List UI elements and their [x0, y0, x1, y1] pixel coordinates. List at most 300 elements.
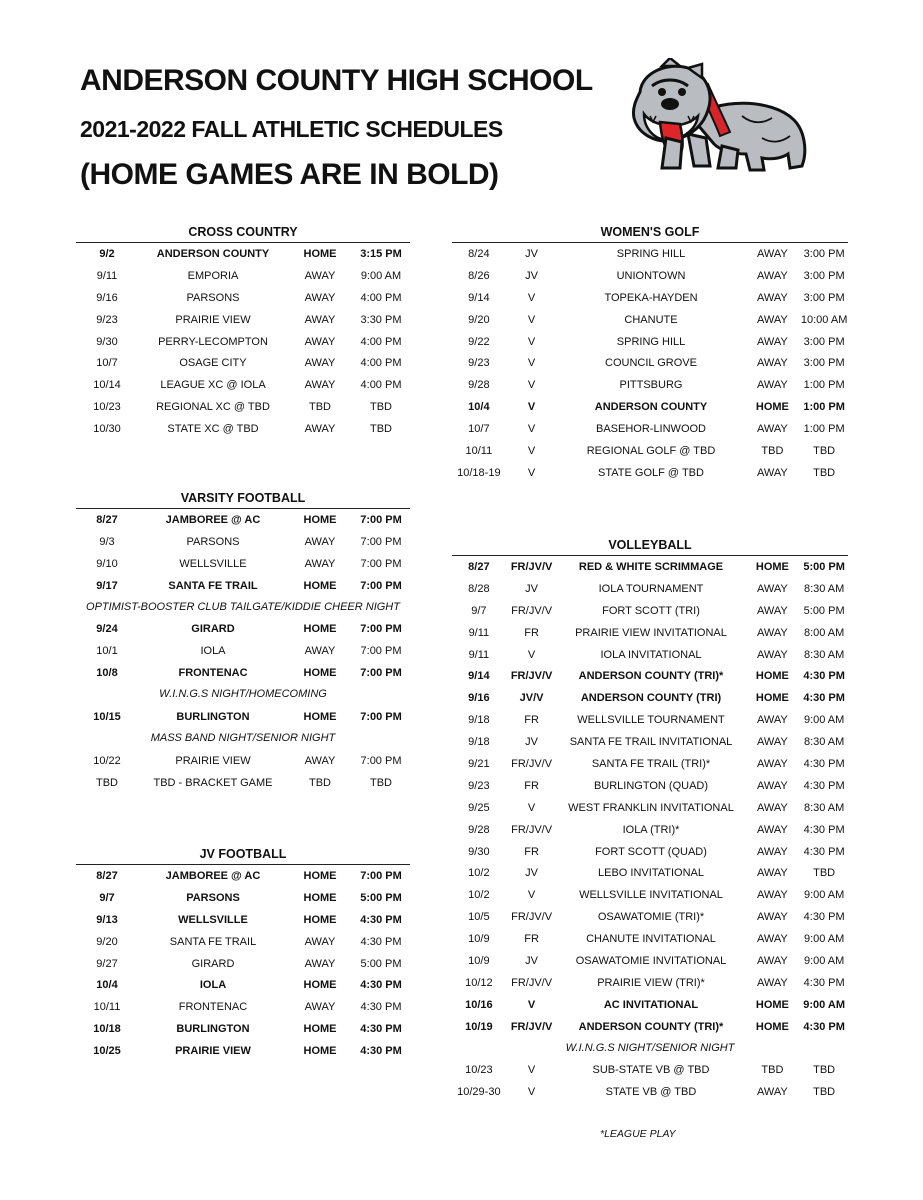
time-cell: 7:00 PM — [360, 667, 402, 680]
location-cell: AWAY — [757, 1086, 788, 1099]
time-cell: 9:00 AM — [360, 269, 402, 282]
time-cell: 9:00 AM — [803, 889, 845, 902]
event-cell: REGIONAL GOLF @ TBD — [586, 444, 716, 457]
location-cell: AWAY — [757, 291, 788, 304]
event-cell: AC INVITATIONAL — [603, 998, 699, 1011]
schedule-row — [76, 887, 410, 909]
schedule-row — [452, 753, 848, 775]
location-cell: AWAY — [757, 757, 788, 770]
event-cell: PRAIRIE VIEW (TRI)* — [597, 976, 705, 989]
date-cell: 9/14 — [468, 291, 490, 304]
location-cell: AWAY — [757, 933, 788, 946]
opponent-cell: WELLSVILLE — [179, 557, 247, 570]
time-cell: 4:30 PM — [360, 1001, 402, 1014]
schedule-row — [76, 309, 410, 331]
opponent-cell: BURLINGTON — [176, 1023, 250, 1036]
time-cell: 3:00 PM — [803, 247, 845, 260]
time-cell: TBD — [813, 1086, 836, 1099]
time-cell: 1:00 PM — [803, 401, 845, 414]
location-cell: HOME — [303, 1023, 337, 1036]
time-cell: 4:30 PM — [803, 911, 845, 924]
location-cell: AWAY — [757, 823, 788, 836]
level-cell: V — [527, 401, 536, 414]
location-cell: HOME — [303, 513, 337, 526]
location-cell: AWAY — [757, 626, 788, 639]
opponent-cell: WELLSVILLE — [178, 913, 248, 926]
varsity-football-section — [76, 490, 410, 794]
opponent-cell: PERRY-LECOMPTON — [158, 335, 268, 348]
event-cell: PRAIRIE VIEW INVITATIONAL — [575, 626, 727, 639]
opponent-cell: IOLA — [199, 979, 227, 992]
level-cell: JV — [525, 954, 539, 967]
level-cell: V — [527, 423, 536, 436]
location-cell: AWAY — [757, 466, 788, 479]
time-cell: 8:30 AM — [803, 801, 845, 814]
event-cell: ANDERSON COUNTY — [594, 401, 708, 414]
location-cell: AWAY — [304, 291, 336, 304]
date-cell: 10/2 — [468, 867, 490, 880]
schedule-row — [452, 731, 848, 753]
time-cell: 4:30 PM — [803, 845, 845, 858]
date-cell: 10/15 — [93, 710, 121, 723]
level-cell: JV — [525, 867, 539, 880]
date-cell: 9/3 — [99, 535, 115, 548]
location-cell: AWAY — [304, 557, 336, 570]
level-cell: V — [527, 313, 536, 326]
schedule-row — [452, 994, 848, 1016]
opponent-cell: STATE XC @ TBD — [167, 423, 259, 436]
date-cell: 10/9 — [468, 954, 490, 967]
time-cell: 4:30 PM — [360, 1023, 402, 1036]
location-cell: AWAY — [304, 379, 336, 392]
level-cell: JV — [525, 269, 539, 282]
date-cell: 9/28 — [468, 379, 490, 392]
date-cell: 10/23 — [465, 1064, 493, 1077]
schedule-row — [76, 974, 410, 996]
date-cell: 8/26 — [468, 269, 490, 282]
date-cell: 10/7 — [468, 423, 490, 436]
time-cell: 4:00 PM — [360, 335, 402, 348]
level-cell: FR/JV/V — [511, 604, 553, 617]
level-cell: FR — [524, 714, 539, 727]
time-cell: 5:00 PM — [360, 891, 402, 904]
time-cell: 3:15 PM — [360, 247, 402, 260]
opponent-cell: GIRARD — [191, 957, 235, 970]
date-cell: 10/23 — [93, 401, 121, 414]
date-cell: 9/30 — [468, 845, 490, 858]
schedule-row — [452, 418, 848, 440]
schedule-row — [76, 265, 410, 287]
date-cell: 9/16 — [468, 692, 490, 705]
time-cell: TBD — [813, 867, 836, 880]
location-cell: HOME — [303, 579, 337, 592]
schedule-row — [76, 531, 410, 553]
time-cell: 4:30 PM — [360, 935, 402, 948]
level-cell: FR/JV/V — [510, 1020, 553, 1033]
time-cell: 4:30 PM — [803, 1020, 845, 1033]
date-cell: 9/11 — [96, 269, 118, 282]
event-cell: ANDERSON COUNTY (TRI) — [580, 692, 722, 705]
schedule-row — [452, 374, 848, 396]
date-cell: 10/18 — [93, 1023, 121, 1036]
time-cell: 7:00 PM — [360, 869, 402, 882]
league-play-footnote: *LEAGUE PLAY — [600, 1128, 676, 1140]
level-cell: V — [527, 466, 536, 479]
schedule-row — [452, 644, 848, 666]
level-cell: FR/JV/V — [510, 560, 553, 573]
date-cell: 10/8 — [96, 667, 118, 680]
date-cell: 9/7 — [471, 604, 487, 617]
schedule-row — [76, 706, 410, 728]
schedule-row — [452, 309, 848, 331]
time-cell: 3:00 PM — [803, 335, 845, 348]
time-cell: 8:30 AM — [803, 736, 845, 749]
time-cell: 4:30 PM — [360, 913, 402, 926]
event-cell: COUNCIL GROVE — [605, 357, 697, 370]
level-cell: FR/JV/V — [511, 757, 553, 770]
schedule-row — [452, 556, 848, 578]
schedule-row — [452, 1059, 848, 1081]
date-cell: 9/30 — [96, 335, 118, 348]
level-cell: V — [527, 648, 536, 661]
level-cell: FR/JV/V — [511, 976, 553, 989]
event-cell: SPRING HILL — [616, 335, 686, 348]
event-cell: ANDERSON COUNTY (TRI)* — [578, 670, 724, 683]
opponent-cell: GIRARD — [191, 623, 235, 636]
schedule-row — [452, 287, 848, 309]
date-cell: 10/12 — [465, 976, 493, 989]
event-cell: STATE VB @ TBD — [605, 1086, 697, 1099]
time-cell: TBD — [813, 466, 836, 479]
event-cell: SANTA FE TRAIL INVITATIONAL — [569, 736, 733, 749]
schedule-row — [76, 996, 410, 1018]
location-cell: HOME — [303, 667, 337, 680]
volleyball-section — [452, 537, 848, 1103]
schedule-row — [452, 265, 848, 287]
time-cell: 4:30 PM — [803, 670, 845, 683]
opponent-cell: FRONTENAC — [178, 667, 248, 680]
level-cell: FR/JV/V — [511, 911, 553, 924]
schedule-row — [452, 709, 848, 731]
time-cell: 7:00 PM — [360, 557, 402, 570]
date-cell: 9/27 — [96, 957, 118, 970]
event-cell: RED & WHITE SCRIMMAGE — [578, 560, 724, 573]
date-cell: 10/4 — [468, 401, 490, 414]
date-cell: 9/16 — [96, 291, 118, 304]
bulldog-icon — [622, 58, 812, 176]
location-cell: AWAY — [757, 779, 788, 792]
schedule-row — [452, 440, 848, 462]
date-cell: 9/23 — [468, 779, 490, 792]
event-cell: CHANUTE — [624, 313, 678, 326]
event-cell: SPRING HILL — [616, 247, 686, 260]
schedule-row — [76, 553, 410, 575]
level-cell: JV — [525, 736, 539, 749]
event-note: W.I.N.G.S NIGHT/SENIOR NIGHT — [565, 1041, 735, 1054]
date-cell: 9/14 — [468, 670, 490, 683]
womens-golf-section — [452, 224, 848, 484]
level-cell: JV — [525, 582, 539, 595]
opponent-cell: PARSONS — [186, 891, 240, 904]
time-cell: TBD — [813, 444, 836, 457]
date-cell: 10/11 — [93, 1001, 121, 1014]
event-cell: CHANUTE INVITATIONAL — [586, 933, 716, 946]
section-title: VOLLEYBALL — [608, 538, 692, 552]
time-cell: 8:30 AM — [803, 648, 845, 661]
time-cell: 7:00 PM — [360, 623, 402, 636]
date-cell: TBD — [96, 776, 118, 789]
time-cell: TBD — [370, 776, 392, 789]
location-cell: AWAY — [304, 335, 336, 348]
event-cell: FORT SCOTT (TRI) — [602, 604, 700, 617]
time-cell: 4:30 PM — [360, 1045, 402, 1058]
date-cell: 9/23 — [468, 357, 490, 370]
event-cell: SANTA FE TRAIL (TRI)* — [591, 757, 711, 770]
section-title: VARSITY FOOTBALL — [180, 491, 306, 505]
location-cell: AWAY — [304, 957, 336, 970]
location-cell: AWAY — [304, 754, 336, 767]
schedule-row — [452, 331, 848, 353]
time-cell: 4:00 PM — [360, 291, 402, 304]
level-cell: FR — [524, 626, 539, 639]
date-cell: 8/27 — [96, 513, 118, 526]
time-cell: 9:00 AM — [803, 998, 846, 1011]
event-cell: LEBO INVITATIONAL — [598, 867, 704, 880]
level-cell: FR — [524, 779, 539, 792]
schedule-row — [452, 600, 848, 622]
date-cell: 9/18 — [468, 714, 490, 727]
location-cell: TBD — [309, 401, 331, 414]
date-cell: 9/22 — [468, 335, 490, 348]
home-games-note: (HOME GAMES ARE IN BOLD) — [80, 158, 499, 191]
date-cell: 10/5 — [468, 911, 490, 924]
location-cell: TBD — [309, 776, 331, 789]
date-cell: 9/17 — [96, 579, 118, 592]
location-cell: AWAY — [757, 269, 788, 282]
location-cell: HOME — [303, 869, 337, 882]
location-cell: AWAY — [757, 736, 788, 749]
time-cell: 7:00 PM — [360, 535, 402, 548]
schedule-row — [452, 243, 848, 265]
event-cell: IOLA INVITATIONAL — [600, 648, 702, 661]
time-cell: 9:00 AM — [803, 714, 845, 727]
schedule-row — [452, 950, 848, 972]
level-cell: V — [527, 444, 536, 457]
schedule-row — [452, 578, 848, 600]
location-cell: HOME — [303, 623, 337, 636]
location-cell: HOME — [303, 913, 337, 926]
date-cell: 9/11 — [468, 626, 490, 639]
event-note: W.I.N.G.S NIGHT/HOMECOMING — [159, 688, 327, 701]
opponent-cell: TBD - BRACKET GAME — [153, 776, 273, 789]
schedule-row — [452, 775, 848, 797]
date-cell: 10/19 — [465, 1020, 493, 1033]
time-cell: 9:00 AM — [803, 954, 845, 967]
schedule-row — [76, 396, 410, 418]
time-cell: 7:00 PM — [360, 754, 402, 767]
time-cell: 4:30 PM — [803, 823, 845, 836]
schedule-row — [76, 909, 410, 931]
date-cell: 9/18 — [468, 736, 490, 749]
date-cell: 9/11 — [468, 648, 490, 661]
schedule-row — [452, 884, 848, 906]
time-cell: 10:00 AM — [800, 313, 848, 326]
location-cell: TBD — [761, 444, 784, 457]
date-cell: 9/7 — [99, 891, 115, 904]
time-cell: 3:00 PM — [803, 291, 845, 304]
opponent-cell: ANDERSON COUNTY — [156, 247, 270, 260]
location-cell: AWAY — [304, 357, 336, 370]
location-cell: AWAY — [757, 604, 788, 617]
schedule-row — [76, 331, 410, 353]
time-cell: 3:00 PM — [803, 357, 845, 370]
time-cell: 1:00 PM — [803, 379, 845, 392]
schedule-row — [452, 1016, 848, 1038]
event-cell: BURLINGTON (QUAD) — [593, 779, 709, 792]
schedule-row — [76, 750, 410, 772]
event-cell: BASEHOR-LINWOOD — [595, 423, 706, 436]
event-cell: ANDERSON COUNTY (TRI)* — [578, 1020, 724, 1033]
location-cell: AWAY — [757, 867, 788, 880]
schedule-row — [76, 865, 410, 887]
schedule-row — [452, 462, 848, 484]
time-cell: 5:00 PM — [803, 560, 845, 573]
time-cell: TBD — [370, 423, 392, 436]
location-cell: AWAY — [757, 357, 788, 370]
date-cell: 9/25 — [468, 801, 490, 814]
time-cell: 5:00 PM — [803, 604, 845, 617]
level-cell: JV/V — [519, 692, 544, 705]
opponent-cell: REGIONAL XC @ TBD — [156, 401, 270, 414]
location-cell: HOME — [303, 891, 337, 904]
location-cell: AWAY — [757, 954, 788, 967]
level-cell: V — [527, 357, 536, 370]
location-cell: AWAY — [757, 379, 788, 392]
date-cell: 9/10 — [96, 557, 118, 570]
event-cell: STATE GOLF @ TBD — [598, 466, 704, 479]
level-cell: FR/JV/V — [510, 670, 553, 683]
date-cell: 9/2 — [99, 247, 115, 260]
location-cell: AWAY — [757, 889, 788, 902]
location-cell: AWAY — [757, 845, 788, 858]
date-cell: 10/2 — [468, 889, 490, 902]
event-cell: IOLA (TRI)* — [622, 823, 680, 836]
jv-football-section — [76, 846, 410, 1062]
location-cell: AWAY — [757, 313, 788, 326]
schedule-row — [76, 1040, 410, 1062]
opponent-cell: SANTA FE TRAIL — [169, 935, 257, 948]
opponent-cell: PARSONS — [186, 291, 240, 304]
time-cell: 4:30 PM — [803, 779, 845, 792]
section-title: CROSS COUNTRY — [188, 225, 298, 239]
schedule-subtitle: 2021-2022 FALL ATHLETIC SCHEDULES — [80, 116, 503, 142]
schedule-row — [76, 575, 410, 597]
schedule-row — [76, 931, 410, 953]
date-cell: 8/27 — [468, 560, 490, 573]
event-cell: WELLSVILLE INVITATIONAL — [579, 889, 723, 902]
schedule-row — [76, 618, 410, 640]
location-cell: HOME — [303, 710, 337, 723]
date-cell: 9/28 — [468, 823, 490, 836]
time-cell: 4:30 PM — [803, 692, 845, 705]
schedule-row — [452, 396, 848, 418]
location-cell: AWAY — [757, 911, 788, 924]
date-cell: 9/24 — [96, 623, 118, 636]
date-cell: 10/4 — [96, 979, 118, 992]
date-cell: 10/7 — [96, 357, 118, 370]
time-cell: TBD — [370, 401, 392, 414]
location-cell: HOME — [755, 998, 789, 1011]
date-cell: 10/16 — [465, 998, 493, 1011]
date-cell: 10/30 — [93, 423, 121, 436]
location-cell: AWAY — [757, 335, 788, 348]
level-cell: V — [527, 1064, 536, 1077]
time-cell: 7:00 PM — [360, 710, 402, 723]
schedule-row — [76, 418, 410, 440]
level-cell: V — [527, 335, 536, 348]
event-cell: OSAWATOMIE (TRI)* — [597, 911, 705, 924]
schedule-row — [452, 687, 848, 709]
opponent-cell: JAMBOREE @ AC — [165, 869, 261, 882]
schedule-row — [452, 622, 848, 644]
event-note: OPTIMIST-BOOSTER CLUB TAILGATE/KIDDIE CHEER NIGHT — [86, 600, 400, 613]
time-cell: 3:30 PM — [360, 313, 402, 326]
level-cell: FR — [524, 845, 539, 858]
location-cell: AWAY — [304, 269, 336, 282]
schedule-row — [76, 1018, 410, 1040]
date-cell: 9/20 — [468, 313, 490, 326]
time-cell: 8:30 AM — [803, 582, 845, 595]
location-cell: AWAY — [304, 313, 336, 326]
location-cell: AWAY — [757, 648, 788, 661]
level-cell: V — [527, 801, 536, 814]
time-cell: 7:00 PM — [360, 513, 402, 526]
event-cell: WELLSVILLE TOURNAMENT — [577, 714, 725, 727]
cross-country-section — [76, 224, 410, 440]
time-cell: TBD — [813, 1064, 836, 1077]
schedule-row — [452, 906, 848, 928]
date-cell: 9/21 — [468, 757, 490, 770]
date-cell: 10/25 — [93, 1045, 121, 1058]
event-cell: UNIONTOWN — [616, 269, 686, 282]
date-cell: 9/13 — [96, 913, 118, 926]
location-cell: HOME — [303, 247, 337, 260]
location-cell: AWAY — [757, 423, 788, 436]
time-cell: 4:00 PM — [360, 379, 402, 392]
schedule-row — [76, 662, 410, 684]
date-cell: 10/9 — [468, 933, 490, 946]
opponent-cell: BURLINGTON — [176, 710, 250, 723]
date-cell: 10/14 — [93, 379, 121, 392]
time-cell: 8:00 AM — [803, 626, 845, 639]
date-cell: 8/28 — [468, 582, 490, 595]
location-cell: HOME — [303, 1045, 337, 1058]
opponent-cell: FRONTENAC — [178, 1001, 248, 1014]
opponent-cell: LEAGUE XC @ IOLA — [160, 379, 266, 392]
location-cell: AWAY — [757, 714, 788, 727]
location-cell: AWAY — [304, 535, 336, 548]
schedule-row — [452, 1081, 848, 1103]
time-cell: 4:30 PM — [803, 757, 845, 770]
opponent-cell: PRAIRIE VIEW — [175, 1045, 251, 1058]
time-cell: 4:30 PM — [803, 976, 845, 989]
schedule-row — [452, 797, 848, 819]
schedule-row — [76, 772, 410, 794]
schedule-row — [452, 819, 848, 841]
location-cell: TBD — [761, 1064, 784, 1077]
location-cell: AWAY — [304, 645, 336, 658]
time-cell: 1:00 PM — [803, 423, 845, 436]
